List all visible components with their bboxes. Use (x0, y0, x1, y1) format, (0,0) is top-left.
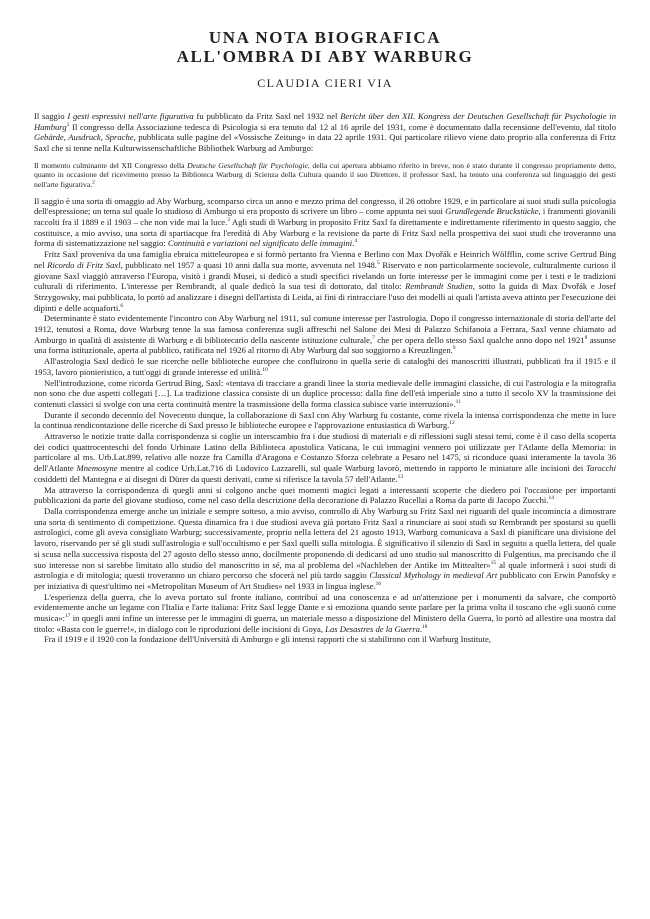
text-run: Durante il secondo decennio del Novecento dunque, la collaborazione di Saxl con Aby Warburg fu costante, come rivela la intensa corrispondenza che mette in luce la continua rendicontazione delle ricerche di Saxl presso le biblioteche europee e l'approvazione entusiastica di Warburg. (34, 409, 616, 431)
text-run: Riservato e non particolarmente socievole, culturalmente curioso il giovane Saxl viaggiò attraverso l'Europa, visitò i grandi Musei, si dedicò a studi specifici rivelando un forte interesse per le immagini come per i testi e le tradizioni culturali di riferimento. L'interesse per Rembrandt, al quale dedicò la sua tesi di dottorato, dal titolo: (34, 259, 617, 292)
paragraph (34, 378, 616, 410)
italic-text: Mnemosyne (76, 463, 118, 474)
text-run: al quale informerà i suoi studi di astrologia e di mitologia; questi troveranno un chiaro percorso che sfocerà nel più tardo saggio (34, 559, 616, 581)
block-quote (34, 161, 616, 190)
text-run: fu pubblicato da Fritz Saxl nel 1932 nel (193, 111, 341, 121)
italic-text: Tarocchi (586, 463, 616, 474)
italic-text: Ricordo di Fritz Saxl (47, 259, 121, 270)
text-run: Fritz Saxl proveniva da una famiglia ebraica mitteleuropea e si formò pertanto fra Vienna e Berlino con Max Dvořák e Heinrich Wölfflin, come scrive Gertrud Bing nel (34, 249, 616, 270)
text-run: . (352, 238, 355, 249)
paragraph (34, 249, 616, 313)
footnote-ref: 16 (375, 581, 382, 588)
text-run: Determinante è stato evidentemente l'incontro con Aby Warburg nel 1911, sul comune interesse per l'astrologia. Dopo il congresso internazionale di storia dell'arte del 1912, tenutosi a Roma, dove Warburg tenne la sua famosa conferenza sugli affreschi nel Salone dei Mesi di Palazzo Schifanoia a Ferrara, Saxl venne chiamato ad Amburgo in qualità di assistente di Warburg e di bibliotecario della nascente istituzione culturale, (34, 313, 616, 345)
text-run: mentre al codice Urb.Lat.716 di Ludovico Lazzarelli, sul quale Warburg lavorò, mettendo in rapporto le miniature alle incisioni dei (117, 463, 587, 474)
paragraph (34, 356, 616, 377)
italic-text: Deutsche Gesellschaft für Psychologie (187, 160, 308, 170)
footnote-ref: 3 (227, 217, 231, 224)
footnote-ref: 5 (376, 259, 380, 266)
footnote-ref: 4 (354, 238, 358, 245)
footnote-ref: 1 (66, 121, 70, 128)
text-run: Agli studi di Warburg in proposito Fritz Saxl fa direttamente e indirettamente riferimento in questo saggio, che costituisce, a mio avviso, una sorta di spartiacque fra l'eredità di Aby Warburg e la revisione da parte di Fritz Saxl nella prospettiva dei suoi studi che troveranno una forma di sistematizzazione nel saggio: (34, 217, 616, 249)
footnote-ref: 17 (65, 613, 71, 620)
footnote-ref: 9 (452, 345, 456, 352)
italic-text: I gesti espressivi nell'arte figurativa (67, 111, 194, 121)
author-name: CLAUDIA CIERI VIA (257, 76, 393, 90)
footnote-ref: 10 (262, 366, 268, 373)
footnote-ref: 11 (455, 399, 461, 406)
text-run: Attraverso le notizie tratte dalla corrispondenza si coglie un interscambio fra i due studiosi di materiali e di riflessioni sugli stessi temi, come è il caso della scoperta dei codici quattrocenteschi del fondo Urbinate Latino della Biblioteca apostolica Vaticana, le cui immagini vennero poi utilizzate per l'Atlante della Memoria: in particolare al ms. Urb.Lat.899, relativo alle nozze fra Camilla d'Aragona e Costanzo Sforza celebrate a Pesaro nel 1475, si riconduce quasi interamente la tavola 36 dell'Atlante (34, 431, 616, 474)
article-body (34, 111, 616, 645)
text-run: L'esperienza della guerra, che lo aveva portato sul fronte italiano, contribuì ad una conoscenza e ad un'attenzione per i monumenti da salvare, che comportò evidentemente anche un legame con l'Italia e l'arte italiana: Fritz Saxl legge Dante e si emoziona quando sente parlare per la prima volta il toscano che «gli suonò come musica»: (34, 591, 616, 624)
text-run: , pubblicato nel 1957 a quasi 10 anni dalla sua morte, avvenuta nel 1948. (120, 259, 377, 270)
footnote-ref: 12 (449, 420, 455, 427)
paragraph (34, 410, 616, 431)
text-run: Ma attraverso la corrispondenza di quegli anni si colgono anche quei momenti magici legati a interessanti scoperte che diedero poi l'occasione per importanti pubblicazioni da parte del giovane studioso, come nel caso della descrizione della decorazione di Palazzo Rucellai a Roma da parte di Jacopo Zucchi. (34, 484, 616, 506)
footnote-ref: 13 (397, 474, 404, 481)
paragraph (34, 431, 616, 485)
text-run: . (419, 623, 423, 634)
text-run: Dalla corrispondenza emerge anche un iniziale e sempre sotteso, a mio avviso, controllo di Aby Warburg su Fritz Saxl nei riguardi del quale incomincia a dimostrare una sorta di sentimento di competizione. Questa dinamica fra i due studiosi aveva già portato Fritz Saxl a rinunciare ai suoi studi su Rembrandt per spostarsi su quelli astrologici, come gli aveva consigliato Warburg; successivamente, proprio nella lettera del 21 agosto 1913, Warburg comunicava a Saxl di pianificare una divisione del lavoro, riservando per sé gli studi sull'astrologia e sull'occultismo e per Saxl quelli sulla mitologia. È significativo il silenzio di Saxl in seguito a quella lettera, del quale si scusa nella successiva risposta del 27 agosto dello stesso anno, docilmente proponendo di dedicarsi ad uno studio sul manoscritto di Fulgentius, ma precisando che il suo interesse non si sarebbe limitato allo studio del manoscritto in sé, ma al problema del «Nachleben der Antike im Mittealter» (34, 505, 616, 570)
italic-text: Grundlegende Bruckstücke (445, 206, 539, 217)
text-run: assunse una forma istituzionale, aperta al pubblico, ratificata nel 1926 al ritorno di Aby Warburg dal suo soggiorno a Kreuzlingen. (34, 334, 616, 356)
title-line-1: UNA NOTA BIOGRAFICA (208, 28, 442, 47)
italic-text: Continuità e variazioni nel significato delle immagini (167, 238, 353, 249)
article-title (34, 28, 616, 66)
text-run: , sotto la guida di Max Dvořák e Josef Strzygowsky, mai pubblicata, lo portò ad analizzare i disegni dell'artista di Leida, ai fini di rintracciare l'uso dei modelli ai quali l'artista aveva attinto per l'esecuzione dei dipinti e delle acquaforti. (34, 281, 616, 313)
footnote-ref: 6 (120, 302, 124, 309)
paragraph (34, 196, 616, 250)
text-run: che per opera dello stesso Saxl qualche anno dopo nel 1921 (374, 334, 585, 345)
italic-text: Classical Mythology in medieval Art (369, 570, 498, 581)
text-run: Il momento culminante del XII Congresso della (34, 160, 188, 170)
footnote-ref: 7 (372, 334, 375, 341)
paragraph (34, 485, 616, 506)
text-run: Il saggio è una sorta di omaggio ad Aby Warburg, scomparso circa un anno e mezzo prima del congresso, il 26 ottobre 1929, e in particolare ai suoi studi sulla psicologia dell'espressione; un tema sul quale lo studioso di Amburgo si era proposto di scrivere un libro – come appunta nei suoi (34, 195, 616, 217)
footnote-ref: 2 (92, 179, 95, 186)
footnote-ref: 15 (490, 559, 497, 566)
text-run: cosiddetti del Mantegna e ai disegni di Dürer da questi derivati, come si riferisce la tavola 57 dell'Atlante. (34, 473, 398, 484)
article-page (34, 28, 616, 645)
text-run: Fra il 1919 e il 1920 con la fondazione dell'Università di Amburgo e gli intensi rapporti che si stabilirono con il Warburg Institute, (44, 634, 491, 645)
title-line-2: ALL'OMBRA DI ABY WARBURG (176, 47, 474, 66)
paragraph (34, 111, 616, 154)
text-run: , i frammenti giovanili raccolti fra il 1889 e il 1903 – che non vide mai la luce. (34, 206, 617, 227)
text-run: Il congresso della Associazione tedesca di Psicologia si era tenuto dal 12 al 16 aprile del 1931, come è documentato dalla recensione dell'evento, dal titolo (69, 121, 616, 132)
footnote-ref: 18 (422, 623, 428, 630)
text-run: Il saggio (34, 111, 68, 121)
italic-text: Bericht über den XII. Kongress der Deutschen Gesellschaft für Psychologie in Hamburg (34, 111, 616, 132)
italic-text: Gebärde, Ausdruck, Sprache (34, 132, 134, 143)
footnote-ref: 8 (584, 334, 588, 341)
paragraph (34, 506, 616, 592)
text-run: pubblicato con Erwin Panofsky e per iniziativa di quest'ultimo nei «Metropolitan Museum of Art Studies» nel 1933 in lingua inglese. (34, 570, 616, 591)
text-run: , pubblicata sulle pagine del «Vossische Zeitung» in data 22 aprile 1931. Qui particolare rilievo viene dato proprio alla conferenza di Fritz Saxl che si tenne nella Kulturwissenschaftliche Bibliothek Warburg ad Amburgo: (34, 132, 616, 154)
text-run: All'astrologia Saxl dedicò le sue ricerche nelle biblioteche europee che confluirono in quella serie di cataloghi dei manoscritti illustrati, pubblicati fra il 1915 e il 1953, lavoro pionieristico, a tutt'oggi di grande interesse ed utilità. (34, 356, 616, 377)
text-run: , della cui apertura abbiamo riferito in breve, non è stato durante il congresso propriamente detto, quanto in occasione del ricevimento presso la Biblioteca Warburg di Scienza della Cultura quando il suo Direttore, il professor Saxl, ha tenuto una conferenza sul linguaggio dei gesti nell'arte figurativa. (34, 160, 616, 189)
paragraph (34, 634, 616, 645)
text-run: in quegli anni infine un interesse per le immagini di guerra, un materiale messo a disposizione del Ministero della Guerra, lo portò ad allestire una mostra dal titolo: «Basta con le guerre!», in dialogo con le riproduzioni delle incisioni di Goya, (34, 613, 616, 634)
paragraph (34, 592, 616, 635)
footnote-ref: 14 (548, 495, 554, 502)
paragraph (34, 313, 616, 356)
text-run: Nell'introduzione, come ricorda Gertrud Bing, Saxl: «tentava di tracciare a grandi linee la storia medievale delle immagini classiche, di cui l'astrologia e la mitografia non sono che due aspetti collegati […]. La tradizione classica consiste di un duplice processo: dalla fine dell'età imperiale sino a tutto il secolo XV la trasmissione dei contenuti classici si svolge con una certa continuità mentre la trasmissione della forma classica subisce varie interruzioni». (34, 377, 616, 409)
italic-text: Las Desastres de la Guerra (325, 623, 420, 634)
italic-text: Rembrandt Studien (405, 281, 473, 292)
